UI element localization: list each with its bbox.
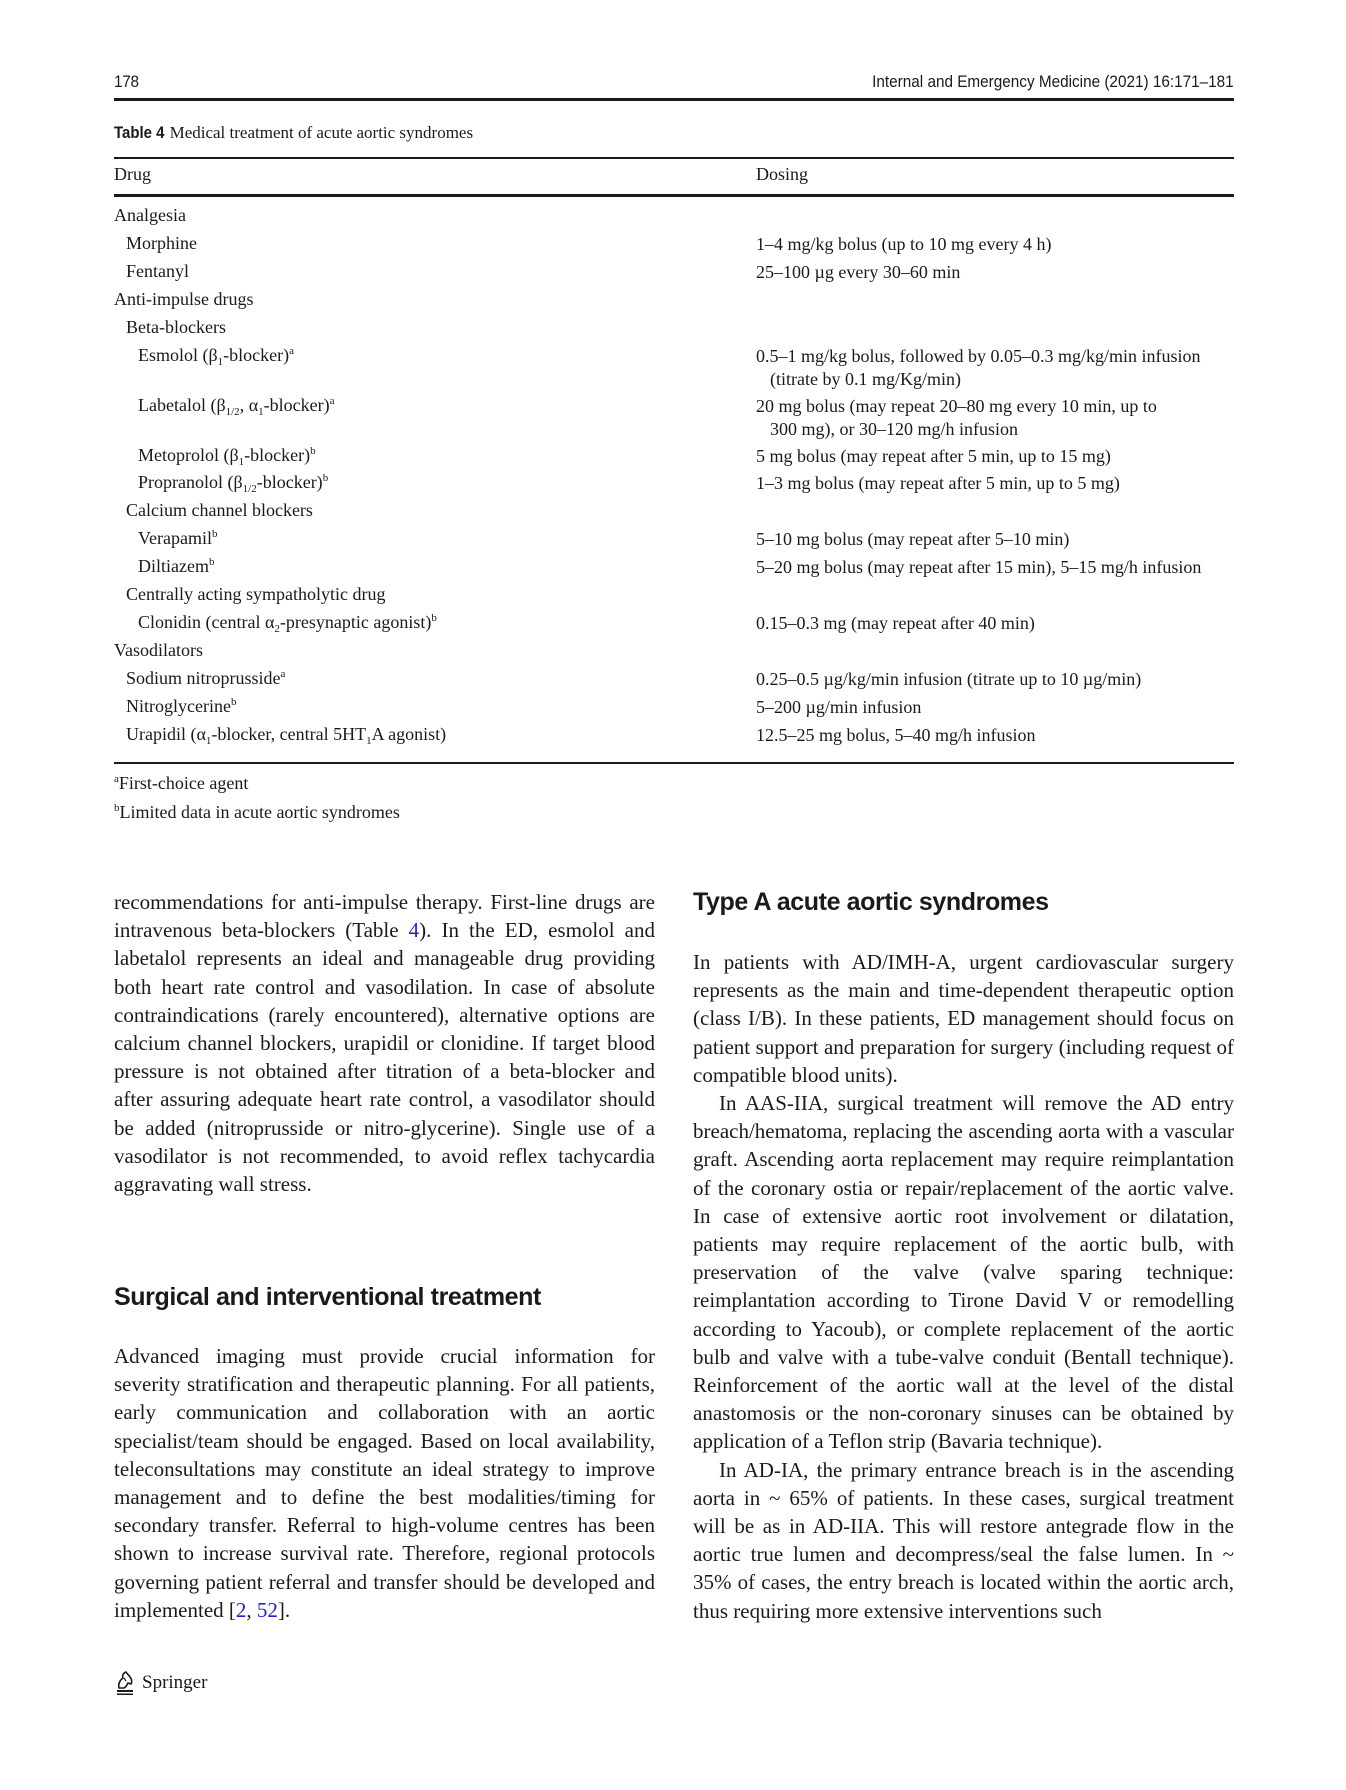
table-row bbox=[114, 394, 1234, 439]
left-column-para-2 bbox=[114, 1342, 655, 1624]
table-top-rule bbox=[114, 157, 1234, 159]
drug-text-part: Propranolol (β bbox=[138, 472, 243, 493]
drug-cell bbox=[114, 261, 189, 282]
table-row bbox=[114, 556, 1234, 584]
drug-text-part: b bbox=[211, 528, 218, 541]
drug-text-part: a bbox=[329, 394, 335, 407]
drug-text-part: b bbox=[230, 695, 237, 708]
drug-text-part: 1 bbox=[366, 734, 372, 747]
table-bottom-rule bbox=[114, 762, 1234, 764]
drug-text-part: -presynaptic agonist) bbox=[279, 611, 432, 632]
dosing-text: 1–3 mg bolus (may repeat after 5 min, up to 5 mg) bbox=[756, 473, 1120, 494]
drug-text-part: 1 bbox=[238, 455, 245, 468]
drug-text-part: A agonist) bbox=[371, 723, 447, 744]
drug-text-part: Labetalol (β bbox=[138, 394, 226, 415]
springer-horse-icon bbox=[114, 1670, 136, 1696]
table-row bbox=[114, 261, 1234, 289]
drug-cell bbox=[114, 500, 313, 521]
drug-text-part: Analgesia bbox=[114, 205, 186, 225]
drug-text-part: 1/2 bbox=[242, 483, 257, 496]
drug-text-part: Sodium nitroprusside bbox=[126, 667, 281, 688]
section-heading-surgical: Surgical and interventional treatment bbox=[114, 1283, 541, 1311]
running-head bbox=[114, 72, 1234, 96]
dosing-cell bbox=[756, 556, 1201, 579]
drug-text-part: Diltiazem bbox=[138, 556, 209, 577]
column-header-drug: Drug bbox=[114, 164, 151, 184]
table-row bbox=[114, 472, 1234, 500]
dosing-text: 0.15–0.3 mg (may repeat after 40 min) bbox=[756, 612, 1035, 633]
drug-cell bbox=[114, 612, 437, 633]
dosing-text: 0.25–0.5 µg/kg/min infusion (titrate up to 10 µg/min) bbox=[756, 668, 1142, 689]
drug-text-part: -blocker) bbox=[263, 394, 330, 415]
drug-cell bbox=[114, 696, 236, 717]
dosing-text-continued: 300 mg), or 30–120 mg/h infusion bbox=[770, 418, 1018, 439]
drug-text-part: b bbox=[431, 611, 437, 624]
table-row bbox=[114, 233, 1234, 261]
drug-cell bbox=[114, 472, 329, 496]
drug-text-part: Anti-impulse drugs bbox=[114, 288, 254, 309]
table-header-rule bbox=[114, 194, 1234, 197]
table-row bbox=[114, 612, 1234, 640]
drug-text-part: 1 bbox=[205, 734, 212, 747]
drug-text-part: Metoprolol (β bbox=[138, 444, 239, 465]
drug-text-part: Verapamil bbox=[138, 528, 212, 549]
table-row bbox=[114, 500, 1234, 528]
drug-text-part: , α bbox=[239, 394, 259, 415]
drug-text-part: -blocker, central 5HT bbox=[211, 723, 367, 744]
para-text: ). In the ED, esmolol and labetalol represents an ideal and manageable drug providing both heart rate control and vasodilation. In case of absolute contraindications (rarely encountered), alternative options are calcium channel blockers, urapidil or clonidine. If target blood pressure is not obtained after titration of a beta-blocker and after assuring adequate heart rate control, a vasodilator should be added (nitroprusside or nitro-glycerine). Single use of a vasodilator is not recommended, to avoid reflex tachycardia aggravating wall stress. bbox=[114, 918, 655, 1197]
drug-text-part: a bbox=[289, 344, 295, 357]
dosing-cell bbox=[756, 668, 1141, 691]
drug-text-part: -blocker) bbox=[244, 444, 311, 465]
left-column-para-1 bbox=[114, 888, 655, 1198]
table-row bbox=[114, 344, 1234, 389]
footnote-text: First-choice agent bbox=[118, 773, 249, 793]
table-row bbox=[114, 289, 1234, 317]
ref-close: ]. bbox=[277, 1597, 291, 1622]
drug-cell bbox=[114, 445, 316, 466]
footnote-mark: b bbox=[114, 802, 120, 814]
drug-text-part: Clonidin (central α bbox=[138, 611, 275, 632]
table-row bbox=[114, 528, 1234, 556]
table-caption bbox=[114, 123, 473, 143]
table-row bbox=[114, 584, 1234, 612]
ref-separator: , bbox=[246, 1597, 257, 1622]
table-title: Medical treatment of acute aortic syndromes bbox=[169, 123, 474, 142]
ref-52-link[interactable]: 52 bbox=[256, 1597, 278, 1622]
right-para-3: In AD-IA, the primary entrance breach is in the ascending aorta in ~ 65% of patients. In these cases, surgical treatment will be as in AD-IIA. This will restore antegrade flow in the aortic true lumen and decompress/seal the false lumen. In ~ 35% of cases, the entry breach is located within the aortic arch, thus requiring more extensive interventions such bbox=[693, 1457, 1234, 1623]
footnote-text: Limited data in acute aortic syndromes bbox=[119, 802, 400, 822]
drug-text-part: Fentanyl bbox=[126, 260, 189, 281]
drug-cell bbox=[114, 317, 226, 338]
dosing-text: 5–20 mg bolus (may repeat after 15 min), 5–15 mg/h infusion bbox=[756, 557, 1202, 578]
drug-text-part: 2 bbox=[274, 622, 280, 635]
table-row bbox=[114, 205, 1234, 233]
drug-text-part: b bbox=[322, 472, 329, 485]
drug-text-part: 1/2 bbox=[225, 405, 240, 418]
page-number: 178 bbox=[114, 72, 139, 91]
publisher-name: Springer bbox=[142, 1672, 208, 1693]
drug-text-part: -blocker) bbox=[223, 344, 290, 365]
drug-text-part: 1 bbox=[217, 355, 224, 368]
dosing-cell bbox=[756, 233, 1051, 256]
drug-cell bbox=[114, 289, 254, 310]
drug-text-part: a bbox=[280, 667, 286, 680]
dosing-text: 5 mg bolus (may repeat after 5 min, up to 15 mg) bbox=[756, 445, 1111, 466]
dosing-cell bbox=[756, 696, 921, 719]
table-4-link[interactable]: 4 bbox=[408, 918, 420, 943]
footnote-a bbox=[114, 773, 248, 794]
right-para-1: In patients with AD/IMH-A, urgent cardiovascular surgery represents as the main and time-dependent therapeutic option (class I/B). In these patients, ED management should focus on patient support and preparation for surgery (including request of compatible blood units). bbox=[693, 950, 1234, 1087]
table-row bbox=[114, 445, 1234, 473]
drug-cell bbox=[114, 395, 334, 416]
table-row bbox=[114, 317, 1234, 345]
dosing-cell bbox=[756, 472, 1120, 495]
right-para-2: In AAS-IIA, surgical treatment will remove the AD entry breach/hematoma, replacing the ascending aorta with a vascular graft. Ascending aorta replacement may require reimplantation of the coronary ostia or repair/replacement of the aortic valve. In case of extensive aortic root involvement or dilatation, patients may require replacement of the aortic bulb, with preservation of the valve (valve sparing technique: reimplantation according to Tirone David V or remodelling according to Yacoub), or complete replacement of the aortic bulb and valve with a tube-valve conduit (Bentall technique). Reinforcement of the aortic wall at the level of the distal anastomosis or the non-coronary sinuses can be obtained by application of a Teflon strip (Bavaria technique). bbox=[693, 1091, 1234, 1454]
drug-text-part: Vasodilators bbox=[114, 639, 203, 660]
header-rule bbox=[114, 98, 1234, 101]
drug-text-part: Nitroglycerine bbox=[126, 695, 231, 716]
drug-text-part: -blocker) bbox=[256, 472, 323, 493]
journal-citation: Internal and Emergency Medicine (2021) 16:171–181 bbox=[872, 72, 1234, 91]
table-label: Table 4 bbox=[114, 123, 165, 142]
publisher-footer bbox=[114, 1670, 207, 1696]
footnote-mark: a bbox=[114, 773, 119, 785]
dosing-cell bbox=[756, 261, 960, 284]
drug-cell bbox=[114, 233, 197, 254]
dosing-text: 5–10 mg bolus (may repeat after 5–10 min) bbox=[756, 529, 1070, 550]
drug-text-part: 1 bbox=[258, 405, 264, 418]
drug-text-part: Morphine bbox=[126, 232, 197, 253]
dosing-cell bbox=[756, 612, 1035, 635]
table-row bbox=[114, 724, 1234, 752]
column-header-dosing: Dosing bbox=[756, 164, 809, 184]
para-text: Advanced imaging must provide crucial information for severity stratification and therapeutic planning. For all patients, early communication and collaboration with an aortic specialist/team should be engaged. Based on local availability, teleconsultations may constitute an ideal strategy to improve management and to define the best modalities/timing for secondary transfer. Referral to high-volume centres has been shown to increase survival rate. Therefore, regional protocols governing patient referral and transfer should be developed and implemented [ bbox=[114, 1344, 655, 1622]
dosing-text: 20 mg bolus (may repeat 20–80 mg every 10 min, up to bbox=[756, 395, 1157, 416]
ref-2-link[interactable]: 2 bbox=[235, 1597, 247, 1622]
dosing-text: 5–200 µg/min infusion bbox=[756, 696, 922, 717]
dosing-text: 25–100 µg every 30–60 min bbox=[756, 261, 961, 282]
table-row bbox=[114, 640, 1234, 668]
drug-text-part: b bbox=[310, 444, 316, 457]
drug-cell bbox=[114, 668, 285, 689]
drug-text-part: Calcium channel blockers bbox=[126, 500, 313, 521]
right-column-text bbox=[693, 948, 1234, 1625]
drug-text-part: Urapidil (α bbox=[126, 723, 206, 744]
drug-cell bbox=[114, 724, 446, 745]
drug-cell bbox=[114, 640, 203, 661]
drug-cell bbox=[114, 205, 186, 226]
dosing-cell bbox=[756, 345, 1201, 391]
drug-cell bbox=[114, 556, 214, 577]
drug-cell bbox=[114, 528, 217, 549]
dosing-cell bbox=[756, 724, 1036, 747]
drug-cell bbox=[114, 345, 294, 366]
dosing-cell bbox=[756, 528, 1069, 551]
dosing-text: 12.5–25 mg bolus, 5–40 mg/h infusion bbox=[756, 724, 1036, 745]
drug-text-part: b bbox=[208, 556, 215, 569]
dosing-text: 0.5–1 mg/kg bolus, followed by 0.05–0.3 mg/kg/min infusion bbox=[756, 345, 1201, 366]
dosing-text-continued: (titrate by 0.1 mg/Kg/min) bbox=[770, 368, 961, 389]
drug-cell bbox=[114, 584, 385, 605]
drug-text-part: Beta-blockers bbox=[126, 316, 226, 337]
dosing-cell bbox=[756, 445, 1111, 468]
section-heading-type-a: Type A acute aortic syndromes bbox=[693, 888, 1049, 916]
dosing-cell bbox=[756, 395, 1157, 441]
table-row bbox=[114, 696, 1234, 724]
table-row bbox=[114, 668, 1234, 696]
drug-text-part: Centrally acting sympatholytic drug bbox=[126, 584, 386, 604]
drug-text-part: Esmolol (β bbox=[138, 344, 218, 365]
footnote-b bbox=[114, 802, 400, 823]
para-text: recommendations for anti-impulse therapy. First-line drugs are intravenous beta-blockers (Table bbox=[114, 890, 655, 943]
dosing-text: 1–4 mg/kg bolus (up to 10 mg every 4 h) bbox=[756, 233, 1052, 254]
